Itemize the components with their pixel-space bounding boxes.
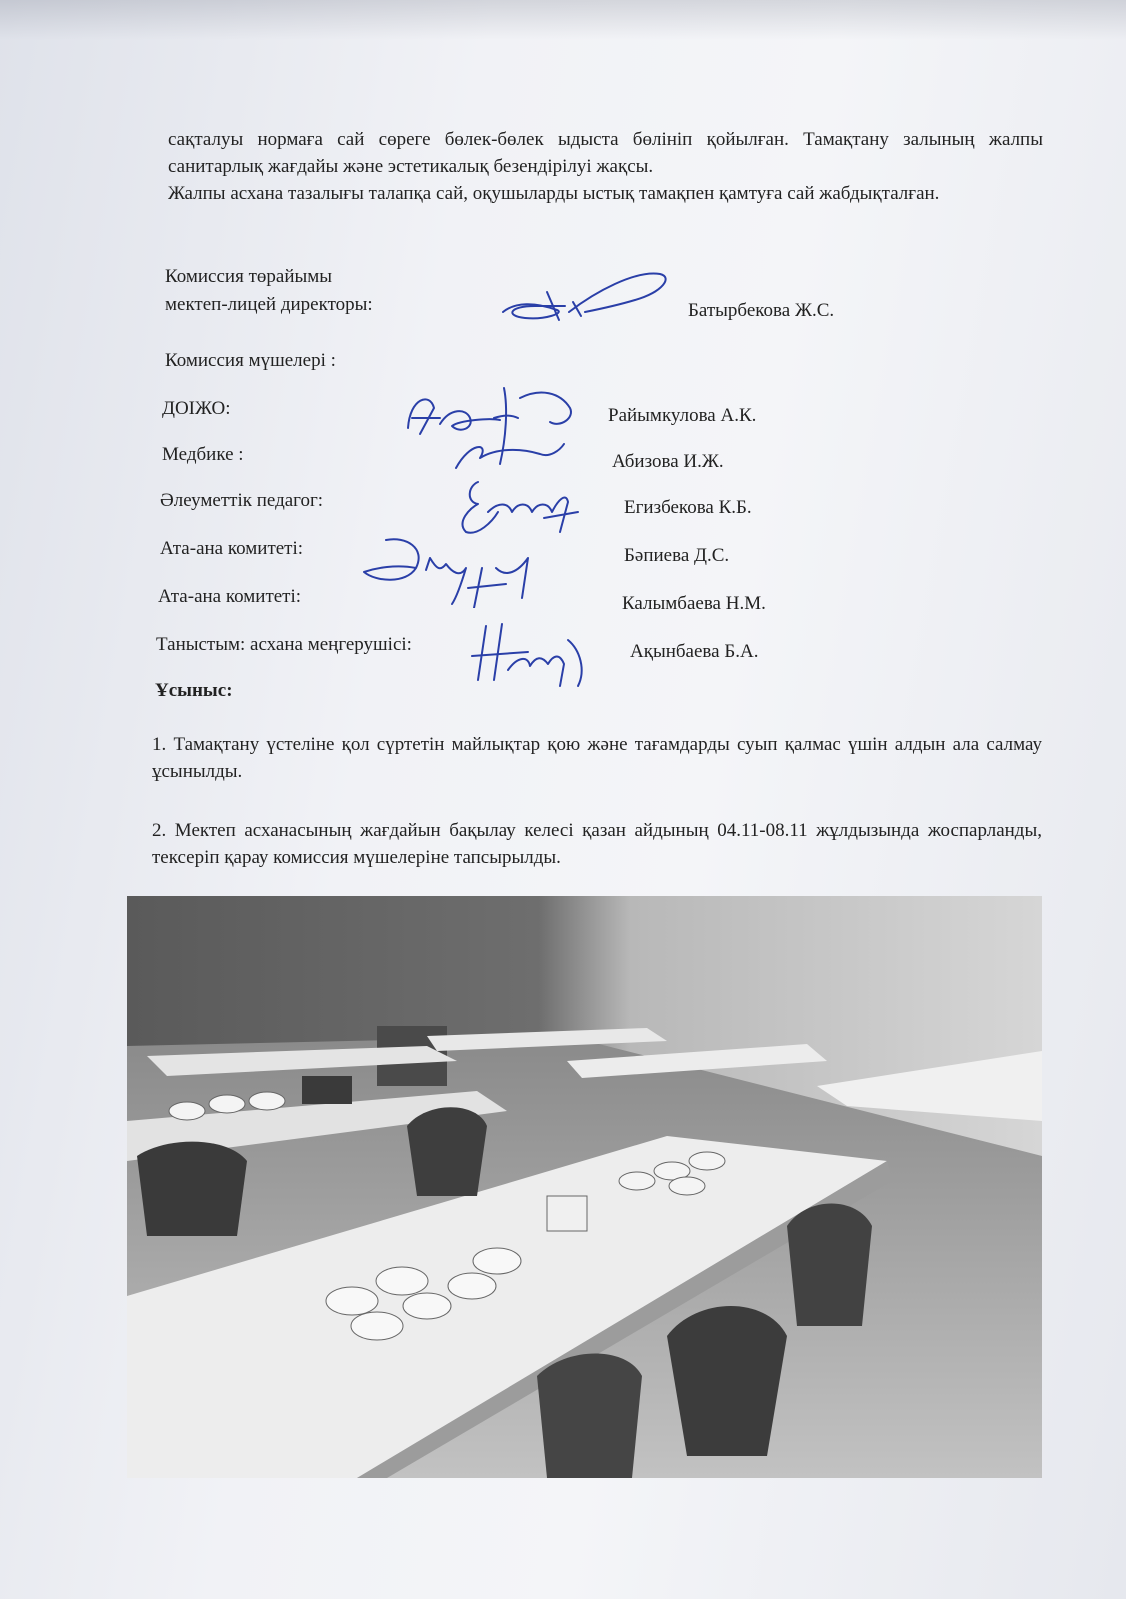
member-signatures-icon (400, 378, 600, 473)
member-name-2: Абизова И.Ж. (612, 451, 724, 472)
proposal-2: 2. Мектеп асханасының жағдайын бақылау келесі қазан айдының 04.11-08.11 жұлдызында жоспарланды, тексеріп қарау комиссия мүшелеріне тапсырылды. (152, 820, 1042, 868)
intro-paragraph-2: Жалпы асхана тазалығы талапқа сай, оқушыларды ыстық тамақпен қамтуға сай жабдықталған. (168, 183, 940, 204)
member-name-6: Ақынбаева Б.А. (630, 641, 759, 662)
chair-signature-icon (495, 262, 675, 332)
chair-label-line-2: мектеп-лицей директоры: (165, 294, 373, 315)
member-name-3: Егизбекова К.Б. (624, 497, 752, 518)
member-name-5: Калымбаева Н.М. (622, 593, 766, 614)
proposal-1: 1. Тамақтану үстеліне қол сүртетін майлықтар қою және тағамдарды суып қалмас үшін алдын ала салмау ұсынылды. (152, 734, 1042, 782)
intro-paragraph-1: сақталуы нормаға сай сөреге бөлек-бөлек ыдыста бөлініп қойылған. Тамақтану залының жалпы санитарлық жағдайы және эстетикалық безендірілуі жақсы. (168, 129, 1043, 177)
proposal-heading: Ұсыныс: (155, 680, 233, 701)
members-heading: Комиссия мүшелері : (165, 350, 336, 371)
member-name-4: Бәпиева Д.С. (624, 545, 730, 566)
member-role-3: Әлеуметтік педагог: (160, 490, 324, 511)
canteen-photo-image (127, 896, 1042, 1478)
parent-committee-signature-icon (356, 528, 546, 608)
chair-label-line-1: Комиссия төрайымы (165, 266, 333, 287)
member-role-5: Ата-ана комитеті: (158, 586, 302, 607)
member-role-1: ДОІЖО: (162, 398, 231, 419)
chair-name: Батырбекова Ж.С. (688, 300, 835, 321)
canteen-head-signature-icon (468, 620, 598, 690)
member-role-6: Таныстым: асхана меңгерушісі: (156, 634, 412, 655)
page-shadow (0, 0, 1126, 40)
member-name-1: Райымкулова А.К. (608, 405, 757, 426)
member-role-2: Медбике : (162, 444, 244, 465)
member-role-4: Ата-ана комитеті: (160, 538, 304, 559)
canteen-photo (127, 896, 1042, 1478)
